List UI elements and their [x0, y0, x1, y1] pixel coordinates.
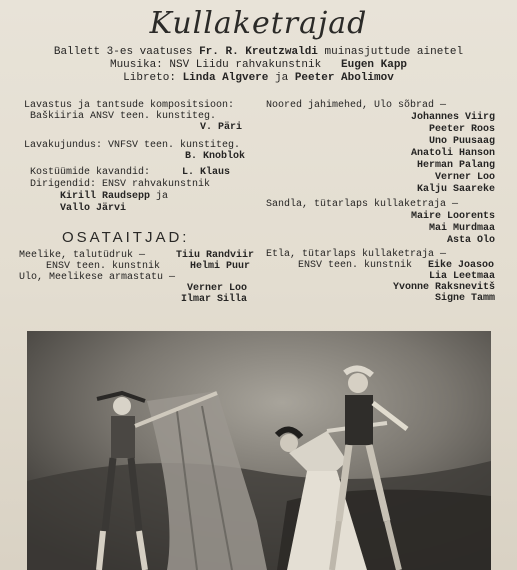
hunter-7: Kalju Saareke: [416, 184, 495, 195]
hunter-1: Johannes Viirg: [410, 112, 495, 123]
staging-name: V. Päri: [199, 122, 242, 133]
photo-illustration: [27, 331, 491, 570]
ballet-stage-photo: [27, 331, 491, 570]
cast-heading: OSATAITJAD:: [62, 229, 190, 246]
etla-title: ENSV teen. kunstnik: [298, 260, 413, 271]
sandla-cast-1: Maire Loorents: [410, 211, 495, 222]
etla-cast-3: Yvonne Raksnevitš: [392, 282, 495, 293]
hunter-5: Herman Palang: [416, 160, 495, 171]
sandla-cast-2: Mai Murdmaa: [428, 223, 495, 234]
role-ulo-label: Ulo, Meelikese armastatu —: [19, 272, 176, 283]
role-ulo-name-2: Ilmar Silla: [180, 294, 247, 305]
sandla-label: Sandla, tütarlaps kullaketraja —: [266, 199, 459, 210]
sandla-cast-3: Asta Olo: [446, 235, 495, 246]
design-label: Lavakujundus: VNFSV teen. kunstiteg.: [24, 140, 241, 151]
role-meelike-name: Tiiu Randviir: [176, 250, 255, 261]
costume-name: L. Klaus: [182, 167, 231, 178]
conductor-1-line: Kirill Raudsepp ja: [60, 191, 169, 202]
hunter-2: Peeter Roos: [428, 124, 495, 135]
hunter-6: Verner Loo: [434, 172, 495, 183]
etla-label: Etla, tütarlaps kullaketraja —: [266, 249, 447, 260]
conductor-2: Vallo Järvi: [60, 203, 127, 214]
header-line-3: Libreto: Linda Algvere ja Peeter Abolimov: [123, 72, 394, 84]
staging-label: Lavastus ja tantsude kompositsioon:: [24, 100, 235, 111]
staging-title: Baškiiria ANSV teen. kunstiteg.: [30, 111, 217, 122]
role-ulo-name-1: Verner Loo: [186, 283, 247, 294]
page-title: Kullaketrajad: [149, 6, 368, 41]
etla-cast-4: Signe Tamm: [434, 293, 495, 304]
etla-cast-1: Eike Joasoo: [428, 260, 495, 271]
hunters-label: Noored jahimehed, Ulo sõbrad —: [266, 100, 447, 111]
header-line-2: Muusika: NSV Liidu rahvakunstnik Eugen Kapp: [109, 59, 408, 71]
conductors-label: Dirigendid: ENSV rahvakunstnik: [30, 179, 211, 190]
hunter-3: Uno Puusaag: [428, 136, 495, 147]
etla-cast-2: Lia Leetmaa: [428, 271, 495, 282]
design-name: B. Knoblok: [184, 151, 245, 162]
role-meelike-name-2: Helmi Puur: [190, 261, 251, 272]
role-meelike-title: ENSV teen. kunstnik: [46, 261, 161, 272]
header-line-1: Ballett 3-es vaatuses Fr. R. Kreutzwaldi muinasjuttude ainetel: [53, 46, 464, 58]
costume-label: Kostüümide kavandid:: [30, 167, 151, 178]
role-meelike-label: Meelike, talutüdruk —: [19, 250, 146, 261]
hunter-4: Anatoli Hanson: [410, 148, 495, 159]
